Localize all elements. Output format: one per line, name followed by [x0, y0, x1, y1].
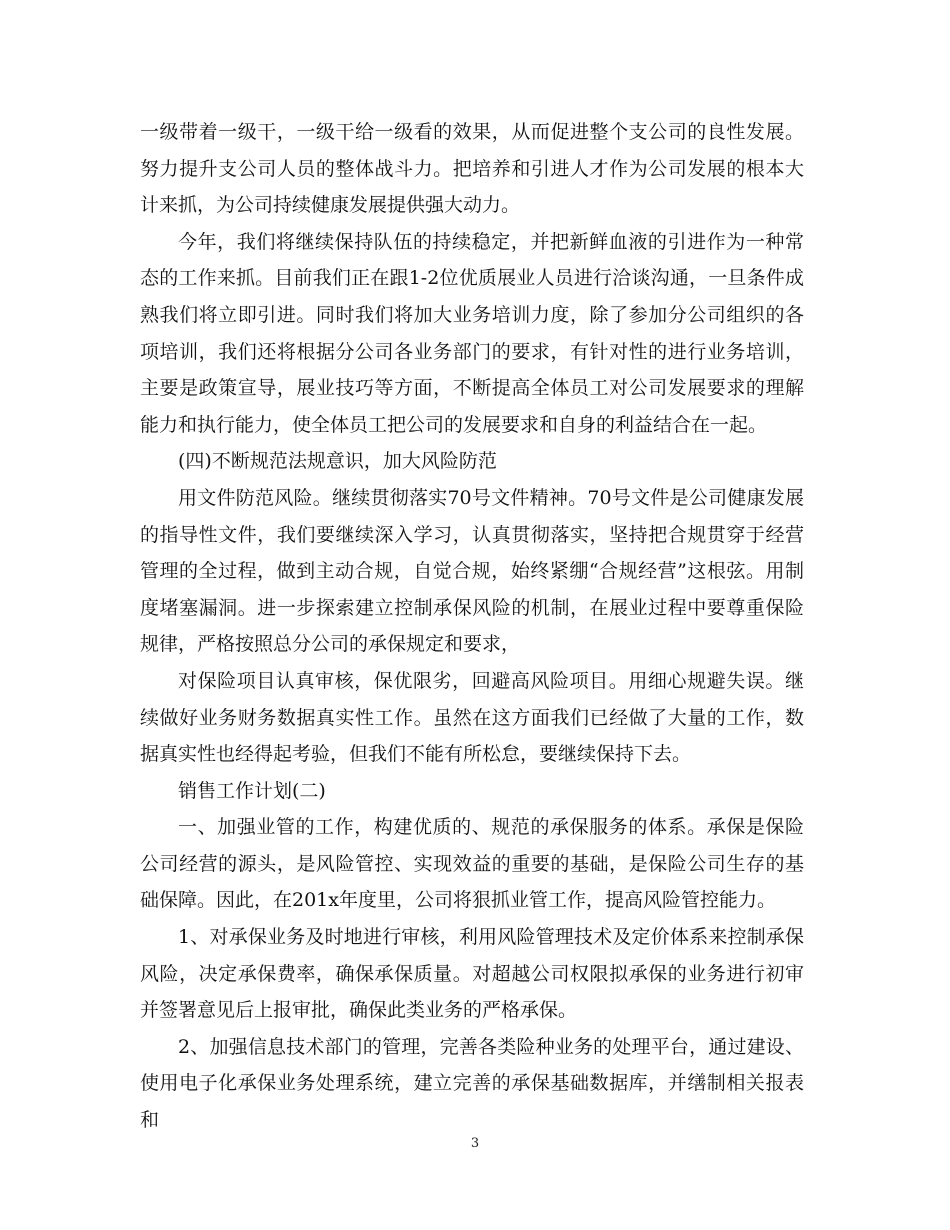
section-heading-sales-plan: 销售工作计划(二)	[178, 779, 326, 802]
page-number: 3	[470, 1136, 480, 1151]
document-body	[140, 114, 804, 1139]
paragraph-project-review: 对保险项目认真审核，保优限劣，回避高风险项目。用细心规避失误。继续做好业务财务数据真实性工作。虽然在这方面我们已经做了大量的工作，数据真实性也经得起考验，但我们不能有所松怠，要继续保持下去。	[140, 669, 804, 766]
paragraph-team-stability: 今年，我们将继续保持队伍的持续稳定，并把新鲜血液的引进作为一种常态的工作来抓。目前我们正在跟1-2位优质展业人员进行洽谈沟通，一旦条件成熟我们将立即引进。同时我们将加大业务培训力度，除了参加分公司组织的各项培训，我们还将根据分公司各业务部门的要求，有针对性的进行业务培训，主要是政策宣导，展业技巧等方面，不断提高全体员工对公司发展要求的理解能力和执行能力，使全体员工把公司的发展要求和自身的利益结合在一起。	[140, 230, 804, 436]
paragraph-continuation: 一级带着一级干，一级干给一级看的效果，从而促进整个支公司的良性发展。努力提升支公司人员的整体战斗力。把培养和引进人才作为公司发展的根本大计来抓，为公司持续健康发展提供强大动力。	[140, 121, 804, 217]
section-heading-risk: (四)不断规范法规意识，加大风险防范	[178, 450, 497, 473]
paragraph-document-risk: 用文件防范风险。继续贯彻落实70号文件精神。70号文件是公司健康发展的指导性文件，我们要继续深入学习，认真贯彻落实，坚持把合规贯穿于经营管理的全过程，做到主动合规，自觉合规，始终紧绷“合规经营”这根弦。用制度堵塞漏洞。进一步探索建立控制承保风险的机制，在展业过程中要尊重保险规律，严格按照总分公司的承保规定和要求，	[140, 486, 804, 656]
paragraph-underwriting: 一、加强业管的工作，构建优质的、规范的承保服务的体系。承保是保险公司经营的源头，是风险管控、实现效益的重要的基础，是保险公司生存的基础保障。因此，在201x年度里，公司将狠抓业管工作，提高风险管控能力。	[140, 816, 804, 912]
paragraph-item-1: 1、对承保业务及时地进行审核，利用风险管理技术及定价体系来控制承保风险，决定承保费率，确保承保质量。对超越公司权限拟承保的业务进行初审并签署意见后上报审批，确保此类业务的严格承保。	[140, 926, 804, 1022]
paragraph-item-2: 2、加强信息技术部门的管理，完善各类险种业务的处理平台，通过建设、使用电子化承保业务处理系统，建立完善的承保基础数据库，并缮制相关报表和	[140, 1035, 804, 1132]
